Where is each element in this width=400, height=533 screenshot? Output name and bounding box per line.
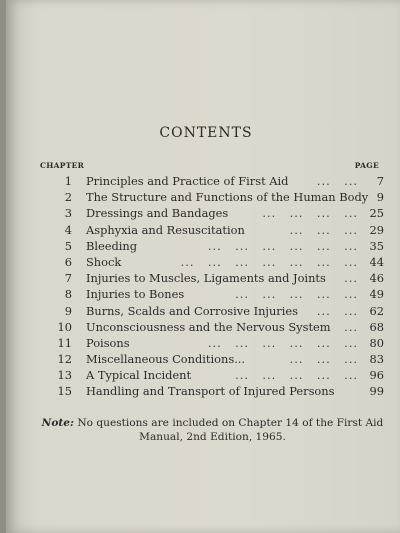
dot-leader: ... ... ... ... [262,206,358,221]
chapter-number: 11 [57,335,72,350]
dot-leader: ... ... ... ... ... [235,368,358,383]
page-number: 68 [369,319,384,334]
page-number: 62 [369,303,384,318]
toc-entry [6,189,400,205]
page-number: 83 [369,352,384,367]
toc-entry [6,303,400,319]
toc-entry [6,238,400,254]
chapter-title: A Typical Incident [86,368,192,383]
chapter-number: 6 [64,254,72,269]
page-number: 96 [369,368,384,383]
page-number: 44 [369,254,384,269]
chapter-number: 8 [64,287,72,302]
dot-leader: ... [344,319,358,334]
chapter-title: Dressings and Bandages [86,206,229,221]
chapter-title: The Structure and Functions of the Human Body [86,190,369,205]
toc-entry [6,367,400,383]
chapter-title: Handling and Transport of Injured Persons [86,384,335,399]
toc-entry [6,222,400,238]
chapter-title: Principles and Practice of First Aid [86,174,289,188]
page-number: 99 [369,384,384,399]
footnote [40,416,385,444]
page-number: 35 [369,238,384,253]
toc-entry [6,286,400,302]
page-number: 49 [369,287,384,302]
toc-entry [6,270,400,286]
chapter-title: Asphyxia and Resuscitation [86,222,245,237]
note-label: Note: [41,417,74,429]
chapter-number: 2 [64,190,72,205]
chapter-number: 9 [64,303,72,318]
dot-leader: ... ... ... ... ... ... ... [180,254,358,269]
chapter-number: 1 [64,174,72,188]
dot-leader: ... ... [316,174,358,188]
chapter-number: 10 [57,319,72,334]
chapter-number: 4 [64,222,72,237]
chapter-number: 3 [64,206,72,221]
dot-leader: ... ... ... [289,352,358,367]
chapter-title: Poisons [86,335,130,350]
toc-entry [6,173,400,189]
toc-entry [6,254,400,270]
page-number: 29 [369,222,384,237]
dot-leader: ... [344,271,358,286]
chapter-title: Injuries to Bones [86,287,185,302]
page-number: 7 [376,174,384,188]
chapter-column-header: CHAPTER [40,161,85,170]
toc-entry [6,319,400,335]
page-title: CONTENTS [159,125,253,141]
dot-leader: ... ... ... ... ... ... [207,335,358,350]
page-number: 25 [369,206,384,221]
dot-leader: ... ... ... ... ... ... [207,238,358,253]
chapter-number: 7 [64,271,72,286]
dot-leader: ... ... ... [289,222,358,237]
chapter-number: 13 [57,368,72,383]
chapter-title: Miscellaneous Conditions... [86,352,246,367]
chapter-number: 12 [57,352,72,367]
chapter-title: Unconsciousness and the Nervous System [86,319,331,334]
page-number: 80 [369,335,384,350]
table-of-contents [6,173,400,400]
chapter-title: Injuries to Muscles, Ligaments and Joints [86,271,326,286]
chapter-number: 15 [57,384,72,399]
toc-entry [6,351,400,367]
chapter-title: Bleeding [86,238,138,253]
dot-leader: ... ... [316,303,358,318]
note-text: No questions are included on Chapter 14 of the First Aid Manual, 2nd Edition, 1965. [73,417,384,443]
chapter-title: Burns, Scalds and Corrosive Injuries [86,303,298,318]
chapter-number: 5 [64,238,72,253]
page-number: 46 [369,271,384,286]
toc-entry [6,205,400,221]
chapter-title: Shock [86,254,122,269]
page-number: 9 [376,190,384,205]
page-column-header: PAGE [354,161,379,170]
toc-entry [6,383,400,399]
book-page [6,0,400,533]
toc-entry [6,335,400,351]
dot-leader: ... ... ... ... ... [235,287,358,302]
